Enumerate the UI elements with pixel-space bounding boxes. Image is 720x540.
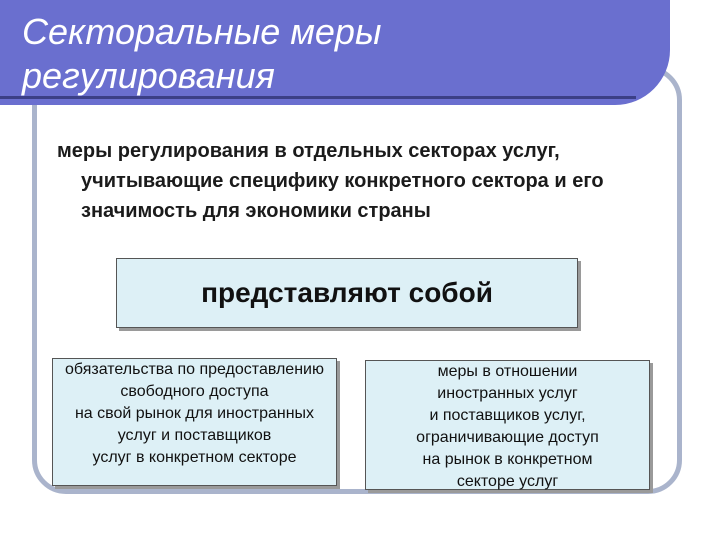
- left-box: [52, 358, 337, 486]
- title-underline: [0, 96, 636, 99]
- center-box: [116, 258, 578, 328]
- center-label: представляют собой: [201, 277, 493, 308]
- left-box-line: услуг в конкретном секторе: [92, 449, 297, 466]
- right-box: [365, 360, 650, 490]
- right-box-line: иностранных услуг: [437, 385, 578, 402]
- right-box-line: ограничивающие доступ: [416, 429, 599, 446]
- left-box-line: свободного доступа: [120, 383, 269, 400]
- left-box-line: услуг и поставщиков: [117, 427, 272, 444]
- title-line-2: регулирования: [22, 55, 275, 96]
- right-box-line: меры в отношении: [437, 363, 578, 380]
- right-box-line: секторе услуг: [456, 473, 559, 490]
- slide-title: [22, 10, 582, 98]
- left-box-line: обязательства по предоставлению: [65, 361, 324, 378]
- definition-text: меры регулирования в отдельных секторах услуг, учитывающие специфику конкретного сектора и его значимость для экономики страны: [57, 140, 604, 222]
- right-box-line: на рынок в конкретном: [422, 451, 593, 468]
- title-banner: [0, 0, 670, 105]
- left-box-line: на свой рынок для иностранных: [74, 405, 315, 422]
- right-box-line: и поставщиков услуг,: [429, 407, 586, 424]
- title-line-1: Секторальные меры: [22, 11, 382, 52]
